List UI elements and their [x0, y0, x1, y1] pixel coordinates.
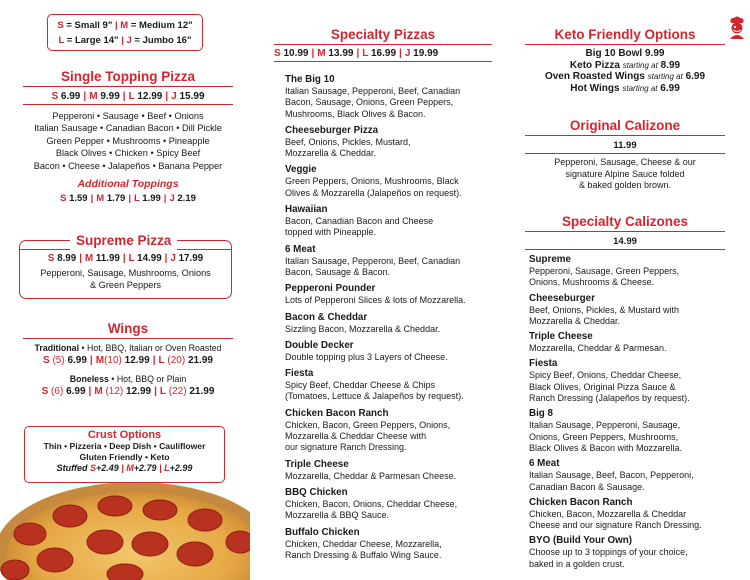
specialty-pizza-item: Cheeseburger Pizza Beef, Onions, Pickles, Mustard, Mozzarella & Cheddar. — [285, 124, 411, 159]
divider — [274, 61, 492, 62]
additional-toppings-prices: S 1.59 | M 1.79 | L 1.99 | J 2.19 — [60, 193, 196, 204]
specialty-calzone-list — [529, 254, 749, 570]
keto-title: Keto Friendly Options — [525, 27, 725, 45]
keto-item: Keto Pizza starting at 8.99 — [569, 59, 681, 71]
wings-section — [23, 321, 233, 397]
single-topping-prices: S 6.99 | M 9.99 | L 12.99 | J 15.99 — [51, 91, 205, 102]
crust-line-2: Gluten Friendly • Keto — [79, 452, 170, 462]
calzone-item: Big 8 Italian Sausage, Pepperoni, Sausage, Onions, Green Peppers, Mushrooms, Black Olives & Bacon with Mozzarella. — [529, 408, 683, 453]
specialty-pizza-item: The Big 10 Italian Sausage, Pepperoni, Beef, Canadian Bacon, Sausage, Onions, Green Peppers, Mushrooms, Black Olives & Bacon. — [285, 74, 461, 119]
keto-item: Oven Roasted Wings starting at 6.99 — [544, 71, 706, 83]
specialty-pizza-item: Triple Cheese Mozzarella, Cheddar & Parmesan Cheese. — [285, 458, 457, 481]
size-legend-line-2: L = Large 14" | J = Jumbo 16" — [58, 35, 192, 46]
crust-line-1: Thin • Pizzeria • Deep Dish • Cauliflower — [43, 441, 206, 451]
pizza-image — [0, 472, 250, 580]
supreme-description: Pepperoni, Sausage, Mushrooms, Onions & Green Peppers — [40, 268, 211, 291]
specialty-pizza-item: Fiesta Spicy Beef, Cheddar Cheese & Chips (Tomatoes, Lettuce & Jalapeños by request). — [285, 368, 464, 402]
wings-title: Wings — [23, 321, 233, 339]
topping-list: Pepperoni • Sausage • Beef • Onions Italian Sausage • Canadian Bacon • Dill Pickle Green Pepper • Mushrooms • Pineapple Black Olives • Chicken • Spicy Beef Bacon • Cheese • Jalapeños • Banana Pepper — [33, 111, 223, 171]
specialty-pizzas-prices: S 10.99 | M 13.99 | L 16.99 | J 19.99 — [274, 48, 439, 59]
additional-toppings-section — [23, 178, 233, 204]
middle-column — [260, 0, 500, 580]
specialty-pizza-item: Veggie Green Peppers, Onions, Mushrooms, Black Olives & Mozzarella (Jalapeños on request). — [285, 164, 462, 198]
specialty-pizza-item: Bacon & Cheddar Sizzling Bacon, Mozzarella & Cheddar. — [285, 311, 441, 334]
specialty-pizzas-title: Specialty Pizzas — [274, 27, 492, 45]
calzone-item: Supreme Pepperoni, Sausage, Green Peppers, Onions, Mushrooms & Cheese. — [529, 254, 680, 288]
wings-boneless-line: Boneless • Hot, BBQ or Plain — [69, 374, 187, 384]
specialty-calzones-price: 14.99 — [613, 236, 637, 247]
calzone-item: 6 Meat Italian Sausage, Beef, Bacon, Pepperoni, Canadian Bacon & Sausage. — [529, 458, 694, 492]
stuffed-crust-prices: Stuffed S+2.49 | M+2.79 | L+2.99 — [56, 463, 193, 473]
specialty-pizza-item: Hawaiian Bacon, Canadian Bacon and Cheese topped with Pineapple. — [285, 204, 434, 238]
calzone-item: BYO (Build Your Own) Choose up to 3 toppings of your choice, baked in a golden crust. — [529, 535, 688, 569]
size-legend — [47, 14, 203, 51]
divider — [23, 104, 233, 105]
calzone-section — [525, 118, 725, 192]
crust-options-box — [24, 426, 225, 483]
wings-traditional-line: Traditional • Hot, BBQ, Italian or Oven Roasted — [34, 343, 222, 353]
specialty-pizza-item: 6 Meat Italian Sausage, Pepperoni, Beef, Canadian Bacon, Sausage & Bacon. — [285, 243, 461, 277]
divider — [525, 153, 725, 154]
keto-section — [525, 27, 725, 94]
single-topping-section — [23, 69, 233, 172]
keto-item: Hot Wings starting at 6.99 — [570, 82, 680, 94]
specialty-calzones-header — [525, 214, 725, 250]
additional-toppings-title: Additional Toppings — [77, 178, 179, 190]
calzone-item: Chicken Bacon Ranch Chicken, Bacon, Mozzarella & Cheddar Cheese and our signature Ranch Dressing. — [529, 496, 702, 531]
supreme-title: Supreme Pizza — [70, 232, 177, 250]
wings-traditional-prices: S (5) 6.99 | M(10) 12.99 | L (20) 21.99 — [42, 355, 213, 366]
calzone-item: Cheeseburger Beef, Onions, Pickles, & Mustard with Mozzarella & Cheddar. — [529, 292, 680, 326]
keto-list — [525, 48, 725, 94]
calzone-item: Fiesta Spicy Beef, Onions, Cheddar Cheese, Black Olives, Original Pizza Sauce & Ranch Dressing (Jalapeños by request). — [529, 358, 690, 404]
keto-item: Big 10 Bowl 9.99 — [585, 48, 665, 59]
supreme-box — [19, 233, 232, 299]
specialty-pizza-item: BBQ Chicken Chicken, Bacon, Onions, Cheddar Cheese, Mozzarella & BBQ Sauce. — [285, 486, 458, 521]
calzone-item: Triple Cheese Mozzarella, Cheddar & Parmesan. — [529, 331, 667, 354]
size-legend-line-1: S = Small 9" | M = Medium 12" — [57, 20, 193, 31]
crust-options-title: Crust Options — [87, 429, 162, 441]
single-topping-title: Single Topping Pizza — [23, 69, 233, 87]
specialty-calzones-title: Specialty Calizones — [525, 214, 725, 232]
wings-boneless-prices: S (6) 6.99 | M (12) 12.99 | L (22) 21.99 — [41, 386, 215, 397]
calzone-description: Pepperoni, Sausage, Cheese & our signature Alpine Sauce folded & baked golden brown. — [554, 157, 696, 190]
specialty-pizzas-header — [274, 27, 492, 62]
divider — [525, 249, 725, 250]
specialty-pizza-item: Pepperoni Pounder Lots of Pepperoni Slices & lots of Mozzarella. — [285, 283, 466, 306]
calzone-title: Original Calizone — [525, 118, 725, 136]
right-column — [515, 0, 750, 580]
specialty-pizza-list — [285, 74, 510, 561]
specialty-pizza-item: Chicken Bacon Ranch Chicken, Bacon, Green Peppers, Onions, Mozzarella & Cheddar Cheese with our signature Ranch Dressing. — [285, 407, 451, 453]
supreme-prices: S 8.99 | M 11.99 | L 14.99 | J 17.99 — [47, 253, 204, 264]
calzone-price: 11.99 — [613, 140, 637, 151]
specialty-pizza-item: Buffalo Chicken Chicken, Cheddar Cheese, Mozzarella, Ranch Dressing & Buffalo Wing Sauce. — [285, 526, 442, 560]
chef-mascot-icon — [726, 16, 748, 40]
specialty-pizza-item: Double Decker Double topping plus 3 Layers of Cheese. — [285, 339, 448, 362]
